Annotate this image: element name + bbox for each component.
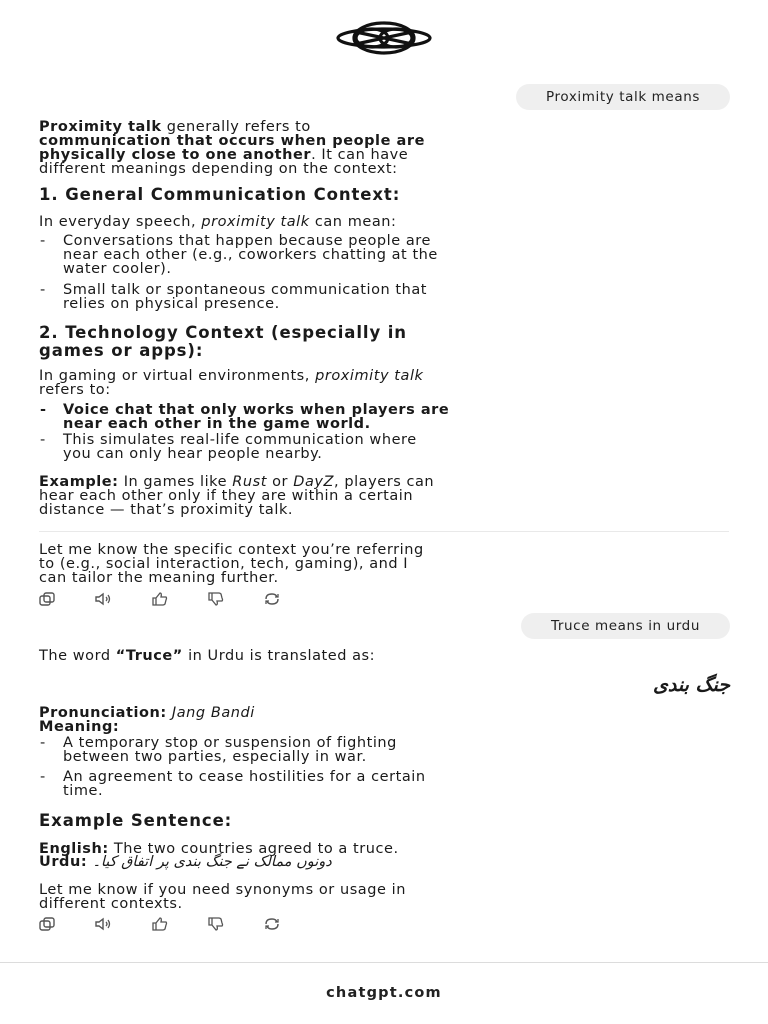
intro-paragraph: Proximity talk generally refers to communication that occurs when people are physically close to one another. It can have different meanings depending on the context: — [39, 119, 425, 177]
section-heading: 1. General Communication Context: — [39, 185, 401, 204]
section-heading: Example Sentence: — [39, 811, 233, 830]
thumbs-down-icon[interactable] — [207, 592, 225, 606]
copy-icon[interactable] — [39, 592, 57, 606]
urdu-translation: جنگ بندی — [653, 674, 730, 696]
assistant-message — [39, 120, 734, 176]
copy-icon[interactable] — [39, 917, 57, 931]
thumbs-up-icon[interactable] — [151, 592, 169, 606]
list-item: - A temporary stop or suspension of fighting between two parties, especially in war. — [39, 736, 734, 764]
footer-domain[interactable]: chatgpt.com — [326, 985, 442, 1001]
footer-divider — [0, 962, 768, 963]
read-aloud-icon[interactable] — [95, 917, 113, 931]
thumbs-down-icon[interactable] — [207, 917, 225, 931]
thumbs-up-icon[interactable] — [151, 917, 169, 931]
section-intro: In gaming or virtual environments, proximity talk refers to: — [39, 368, 424, 398]
list-item: - Small talk or spontaneous communication that relies on physical presence. — [39, 283, 734, 311]
regenerate-icon[interactable] — [263, 917, 281, 931]
divider — [39, 531, 729, 532]
example-english: English: The two countries agreed to a truce. — [39, 841, 399, 857]
regenerate-icon[interactable] — [263, 592, 281, 606]
message-actions — [39, 917, 281, 931]
closing-paragraph: Let me know the specific context you’re referring to (e.g., social interaction, tech, gaming), and I can tailor the meaning further. — [39, 542, 424, 586]
message-actions — [39, 592, 281, 606]
section-intro: In everyday speech, proximity talk can mean: — [39, 214, 397, 230]
list-item: - Voice chat that only works when players are near each other in the game world. — [39, 403, 734, 431]
section-heading: 2. Technology Context (especially in games or apps): — [39, 323, 407, 360]
example-urdu: Urdu: دونوں ممالک نے جنگ بندی پر اتفاق کیا۔ — [39, 854, 332, 870]
read-aloud-icon[interactable] — [95, 592, 113, 606]
list-item: - Conversations that happen because people are near each other (e.g., coworkers chatting at the water cooler). — [39, 234, 734, 276]
chatgpt-logo-icon — [332, 18, 436, 58]
pronunciation: Pronunciation: Jang Bandi Meaning: — [39, 705, 255, 735]
list-item: - An agreement to cease hostilities for a certain time. — [39, 770, 734, 798]
user-message: Proximity talk means — [516, 84, 730, 110]
list-item: - This simulates real-life communication where you can only hear people nearby. — [39, 433, 734, 461]
example-paragraph: Example: In games like Rust or DayZ, players can hear each other only if they are within a certain distance — that’s proximity talk. — [39, 474, 435, 518]
user-message: Truce means in urdu — [521, 613, 730, 639]
intro-paragraph: The word “Truce” in Urdu is translated as: — [39, 648, 376, 664]
closing-paragraph: Let me know if you need synonyms or usage in different contexts. — [39, 882, 406, 912]
